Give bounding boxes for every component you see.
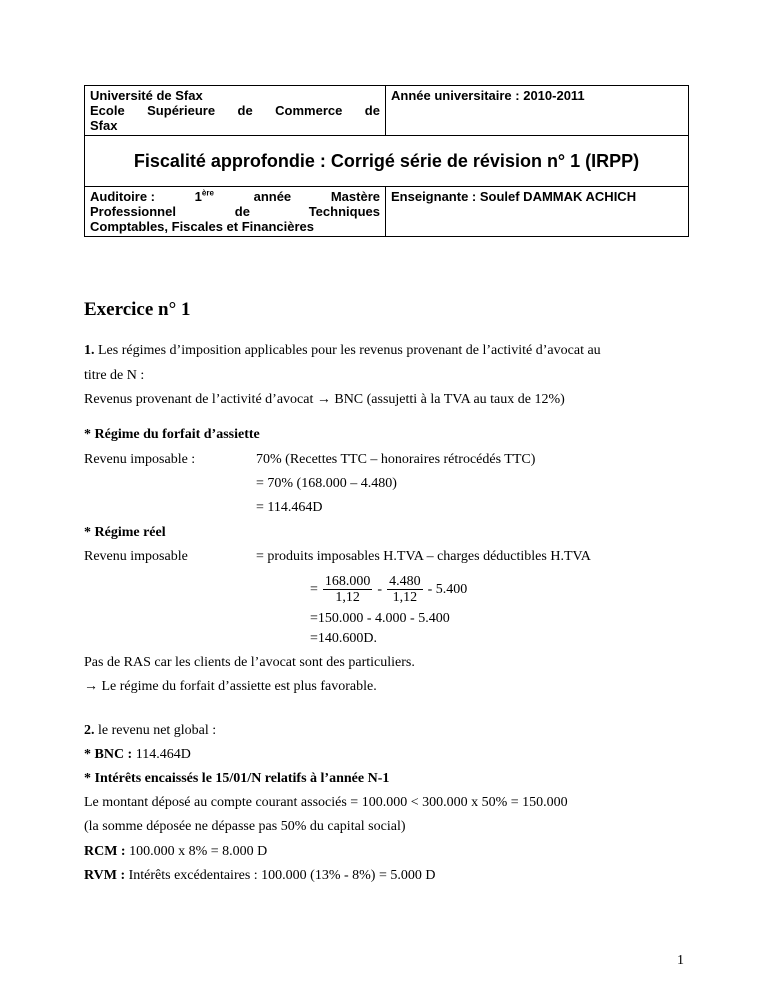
school-line-word: de <box>364 103 380 118</box>
rvm-line: RVM : Intérêts excédentaires : 100.000 (13% - 8%) = 5.000 D <box>84 868 436 883</box>
q2-title: 2. le revenu net global : <box>84 723 217 738</box>
note-line: Pas de RAS car les clients de l’avocat sont des particuliers. <box>84 655 415 670</box>
forfait-line: = 114.464D <box>256 500 323 515</box>
school-line-word: de <box>237 103 253 118</box>
audience-word: année <box>253 189 292 204</box>
q1-line: 1. Les régimes d’imposition applicables pour les revenus provenant de l’activité d’avocat au <box>84 343 601 358</box>
school-line-word: Commerce <box>275 103 343 118</box>
audience-word: Professionnel <box>90 204 176 219</box>
q1-number: 1. <box>84 343 95 358</box>
audience-label: Auditoire : <box>90 189 155 204</box>
somme-line: (la somme déposée ne dépasse pas 50% du capital social) <box>84 819 406 834</box>
montant-line: Le montant déposé au compte courant associés = 100.000 < 300.000 x 50% = 150.000 <box>84 795 568 810</box>
audience-cell <box>85 187 386 237</box>
school-line-word: Supérieure <box>147 103 216 118</box>
note-line: → Le régime du forfait d’assiette est plus favorable. <box>84 679 377 694</box>
school-line-word: Ecole <box>90 103 125 118</box>
q1-line: Revenus provenant de l’activité d’avocat → BNC (assujetti à la TVA au taux de 12%) <box>84 392 565 407</box>
reel-line: = produits imposables H.TVA – charges déductibles H.TVA <box>256 549 591 564</box>
forfait-label: Revenu imposable : <box>84 452 196 467</box>
teacher-name: Enseignante : Soulef DAMMAK ACHICH <box>386 187 689 237</box>
reel-formula: = $\frac{168.000}{1,12}$ - $\frac{4.480}{1,12}$ - 5.400 <box>310 574 468 605</box>
audience-word: de <box>234 204 250 219</box>
forfait-title: * Régime du forfait d’assiette <box>84 427 260 442</box>
page-number: 1 <box>677 953 684 968</box>
q2-number: 2. <box>84 723 95 738</box>
interets-line: * Intérêts encaissés le 15/01/N relatifs à l’année N-1 <box>84 771 390 786</box>
reel-line: =150.000 - 4.000 - 5.400 <box>310 611 450 626</box>
audience-word: Mastère <box>330 189 380 204</box>
forfait-line: = 70% (168.000 – 4.480) <box>256 476 397 491</box>
bnc-line: * BNC : 114.464D <box>84 747 191 762</box>
q1-line: titre de N : <box>84 368 145 383</box>
exercise-title: Exercice n° 1 <box>84 299 191 320</box>
document-title: Fiscalité approfondie : Corrigé série de révision n° 1 (IRPP) <box>85 136 689 187</box>
forfait-line: 70% (Recettes TTC – honoraires rétrocédés TTC) <box>256 452 536 467</box>
reel-title: * Régime réel <box>84 525 166 540</box>
header-table <box>84 85 689 237</box>
audience-year: 1 <box>194 189 202 204</box>
university-line: Université de Sfax <box>90 88 203 103</box>
audience-word: Techniques <box>308 204 380 219</box>
fraction: $\frac{168.000}{1,12}$ <box>324 574 371 605</box>
rcm-line: RCM : 100.000 x 8% = 8.000 D <box>84 844 268 859</box>
fraction: $\frac{4.480}{1,12}$ <box>389 574 421 605</box>
city-line: Sfax <box>90 118 118 133</box>
reel-line: =140.600D. <box>310 631 378 646</box>
audience-line: Comptables, Fiscales et Financières <box>90 219 314 234</box>
university-cell <box>85 86 386 136</box>
audience-sup: ère <box>201 188 214 198</box>
academic-year: Année universitaire : 2010-2011 <box>386 86 689 136</box>
reel-label: Revenu imposable <box>84 549 188 564</box>
